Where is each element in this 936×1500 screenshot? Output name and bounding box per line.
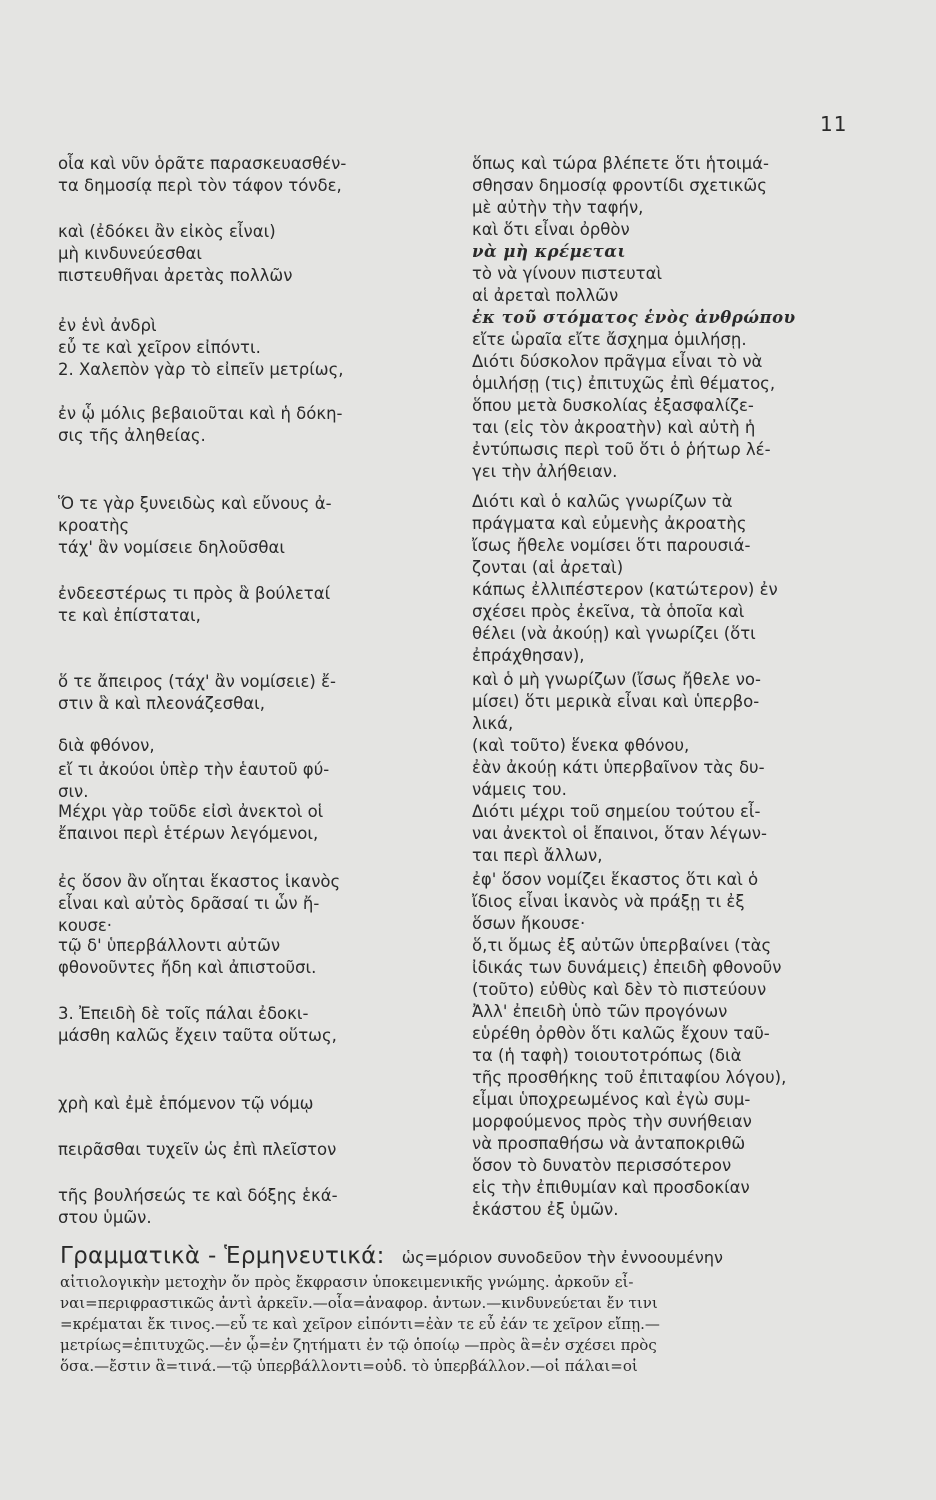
text-line: μίσει) ὅτι μερικὰ εἶναι καὶ ὑπερβο- <box>472 692 760 711</box>
text-line: πιστευθῆναι ἀρετὰς πολλῶν <box>58 266 293 285</box>
text-line: εἰς τὴν ἐπιθυμίαν καὶ προσδοκίαν <box>472 1178 750 1197</box>
text-line: ἐφ' ὅσον νομίζει ἕκαστος ὅτι καὶ ὁ <box>472 870 759 889</box>
text-line: Μέχρι γὰρ τοῦδε εἰσὶ ἀνεκτοὶ οἱ <box>58 802 324 821</box>
text-line: εἴτε ὡραῖα εἴτε ἄσχημα ὁμιλήσῃ. <box>472 330 747 349</box>
text-line: (καὶ τοῦτο) ἕνεκα φθόνου, <box>472 736 690 755</box>
text-line: ὅπου μετὰ δυσκολίας ἐξασφαλίζε- <box>472 396 754 415</box>
text-line: ἐς ὅσον ἂν οἴηται ἕκαστος ἱκανὸς <box>58 872 341 891</box>
text-line: φθονοῦντες ἤδη καὶ ἀπιστοῦσι. <box>58 958 317 977</box>
text-line: χρὴ καὶ ἐμὲ ἑπόμενον τῷ νόμῳ <box>58 1094 314 1113</box>
text-line: ἐν ἑνὶ ἀνδρὶ <box>58 316 157 335</box>
glossary-line: =κρέμαται ἔκ τινος.—εὖ τε καὶ χεῖρον εἰπόντι=ἐὰν τε εὖ ἐάν τε χεῖρον εἴπῃ.— <box>60 1315 660 1333</box>
text-line: ἔπαινοι περὶ ἑτέρων λεγόμενοι, <box>58 824 319 843</box>
text-line: νὰ προσπαθήσω νὰ ἀνταποκριθῶ <box>472 1134 746 1153</box>
text-line: τῆς βουλήσεώς τε καὶ δόξης ἑκά- <box>58 1186 338 1205</box>
text-line: κουσε· <box>58 916 112 935</box>
text-line: ὁμιλήσῃ (τις) ἐπιτυχῶς ἐπὶ θέματος, <box>472 374 776 393</box>
text-line: ἐντύπωσις περὶ τοῦ ὅτι ὁ ῥήτωρ λέ- <box>472 440 771 459</box>
text-line: θέλει (νὰ ἀκούῃ) καὶ γνωρίζει (ὅτι <box>472 624 756 643</box>
text-line: σθησαν δημοσίᾳ φροντίδι σχετικῶς <box>472 176 767 195</box>
text-line: εἴ τι ἀκούοι ὑπὲρ τὴν ἑαυτοῦ φύ- <box>58 760 330 779</box>
glossary-line: ὅσα.—ἔστιν ἃ=τινά.—τῷ ὑπερβάλλοντι=οὐδ. τὸ ὑπερβάλλον.—οἱ πάλαι=οἱ <box>60 1357 638 1375</box>
text-line: ζονται (αἱ ἀρεταὶ) <box>472 558 624 577</box>
text-line: ἐνδεεστέρως τι πρὸς ἃ βούλεταί <box>58 584 331 603</box>
glossary-title: Γραμματικὰ - Ἑρμηνευτικά: <box>60 1243 385 1269</box>
text-line: ἴσως ἤθελε νομίσει ὅτι παρουσιά- <box>472 536 751 555</box>
text-line: ὅσον τὸ δυνατὸν περισσότερον <box>472 1156 732 1175</box>
glossary-line: μετρίως=ἐπιτυχῶς.—ἐν ᾧ=ἐν ζητήματι ἐν τῷ ὁποίῳ —πρὸς ἃ=ἐν σχέσει πρὸς <box>60 1336 657 1354</box>
text-line: ὅπως καὶ τώρα βλέπετε ὅτι ἡτοιμά- <box>472 154 769 173</box>
text-line: εἶναι καὶ αὐτὸς δρᾶσαί τι ὧν ἤ- <box>58 894 320 913</box>
text-line: διὰ φθόνον, <box>58 736 155 755</box>
text-line: αἱ ἀρεταὶ πολλῶν <box>472 286 619 305</box>
text-line: (τοῦτο) εὐθὺς καὶ δὲν τὸ πιστεύουν <box>472 980 767 999</box>
text-line: εἶμαι ὑποχρεωμένος καὶ ἐγὼ συμ- <box>472 1090 751 1109</box>
text-line: τὸ νὰ γίνουν πιστευταὶ <box>472 264 663 283</box>
text-line: καὶ ὁ μὴ γνωρίζων (ἴσως ἤθελε νο- <box>472 670 761 689</box>
text-line: ναι ἀνεκτοὶ οἱ ἔπαινοι, ὅταν λέγων- <box>472 824 767 843</box>
text-line: καὶ ὅτι εἶναι ὀρθὸν <box>472 220 630 239</box>
text-line: στου ὑμῶν. <box>58 1208 152 1227</box>
text-line: μὴ κινδυνεύεσθαι <box>58 244 202 263</box>
text-line: ται (εἰς τὸν ἀκροατὴν) καὶ αὐτὴ ἡ <box>472 418 756 437</box>
text-line: ὅσων ἤκουσε· <box>472 914 586 933</box>
text-line: ὅ τε ἄπειρος (τάχ' ἂν νομίσειε) ἔ- <box>58 672 336 691</box>
text-line: ἴδιος εἶναι ἱκανὸς νὰ πράξῃ τι ἐξ <box>472 892 745 911</box>
text-line: τα (ἡ ταφὴ) τοιουτοτρόπως (διὰ <box>472 1046 742 1065</box>
text-line: κάπως ἐλλιπέστερον (κατώτερον) ἐν <box>472 580 778 599</box>
text-line: νάμεις του. <box>472 780 567 799</box>
text-line: ἐὰν ἀκούῃ κάτι ὑπερβαῖνον τὰς δυ- <box>472 758 765 777</box>
text-line: οἷα καὶ νῦν ὁρᾶτε παρασκευασθέν- <box>58 154 347 173</box>
text-line: εὖ τε καὶ χεῖρον εἰπόντι. <box>58 338 261 357</box>
glossary-line: ναι=περιφραστικῶς ἀντὶ ἀρκεῖν.—οἷα=ἀναφορ. ἀντων.—κινδυνεύεται ἔν τινι <box>60 1294 658 1312</box>
text-line: λικά, <box>472 714 514 733</box>
text-line: μορφούμενος πρὸς τὴν συνήθειαν <box>472 1112 752 1131</box>
text-line: ὅ,τι ὅμως ἐξ αὐτῶν ὑπερβαίνει (τὰς <box>472 936 772 955</box>
text-line: τάχ' ἂν νομίσειε δηλοῦσθαι <box>58 538 285 557</box>
text-line: ἰδικάς των δυνάμεις) ἐπειδὴ φθονοῦν <box>472 958 782 977</box>
text-line: τῆς προσθήκης τοῦ ἐπιταφίου λόγου), <box>472 1068 787 1087</box>
text-line: Ἀλλ' ἐπειδὴ ὑπὸ τῶν προγόνων <box>472 1002 728 1021</box>
text-line: Διότι μέχρι τοῦ σημείου τούτου εἶ- <box>472 802 761 821</box>
text-line: ἐκ τοῦ στόματος ἑνὸς ἀνθρώπου <box>472 308 796 327</box>
text-line: στιν ἃ καὶ πλεονάζεσθαι, <box>58 694 265 713</box>
text-line: μὲ αὐτὴν τὴν ταφήν, <box>472 198 644 217</box>
text-line: τα δημοσίᾳ περὶ τὸν τάφον τόνδε, <box>58 176 342 195</box>
text-line: τῷ δ' ὑπερβάλλοντι αὐτῶν <box>58 936 281 955</box>
text-line: πειρᾶσθαι τυχεῖν ὡς ἐπὶ πλεῖστον <box>58 1140 337 1159</box>
text-line: σχέσει πρὸς ἐκεῖνα, τὰ ὁποῖα καὶ <box>472 602 745 621</box>
text-line: πράγματα καὶ εὐμενὴς ἀκροατὴς <box>472 514 747 533</box>
text-line: σις τῆς ἀληθείας. <box>58 426 206 445</box>
text-line: ται περὶ ἄλλων, <box>472 846 603 865</box>
text-line: μάσθη καλῶς ἔχειν ταῦτα οὕτως, <box>58 1026 337 1045</box>
text-line: ἐπράχθησαν), <box>472 646 585 665</box>
text-line: Διότι δύσκολον πρᾶγμα εἶναι τὸ νὰ <box>472 352 763 371</box>
text-line: ἐν ᾧ μόλις βεβαιοῦται καὶ ἡ δόκη- <box>58 404 343 423</box>
text-line: κροατὴς <box>58 516 130 535</box>
text-line: γει τὴν ἀλήθειαν. <box>472 462 618 481</box>
text-line: 2. Χαλεπὸν γὰρ τὸ εἰπεῖν μετρίως, <box>58 360 344 379</box>
glossary-head: ὡς=μόριον συνοδεῦον τὴν ἐννοουμένην <box>401 1248 723 1267</box>
text-line: τε καὶ ἐπίσταται, <box>58 606 201 625</box>
page-number: 11 <box>820 112 848 136</box>
text-line: σιν. <box>58 782 89 801</box>
text-line: ἑκάστου ἐξ ὑμῶν. <box>472 1200 619 1219</box>
text-line: 3. Ἐπειδὴ δὲ τοῖς πάλαι ἐδοκι- <box>58 1004 309 1023</box>
text-line: εὑρέθη ὀρθὸν ὅτι καλῶς ἔχουν ταῦ- <box>472 1024 770 1043</box>
text-line: Διότι καὶ ὁ καλῶς γνωρίζων τὰ <box>472 492 733 511</box>
text-line: νὰ μὴ κρέμεται <box>472 242 626 261</box>
glossary-line: αἰτιολογικὴν μετοχὴν ὄν πρὸς ἔκφρασιν ὑποκειμενικῆς γνώμης. ἀρκοῦν εἶ- <box>60 1273 634 1291</box>
text-line: καὶ (ἐδόκει ἂν εἰκὸς εἶναι) <box>58 222 276 241</box>
text-line: Ὅ τε γὰρ ξυνειδὼς καὶ εὔνους ἀ- <box>58 494 332 513</box>
